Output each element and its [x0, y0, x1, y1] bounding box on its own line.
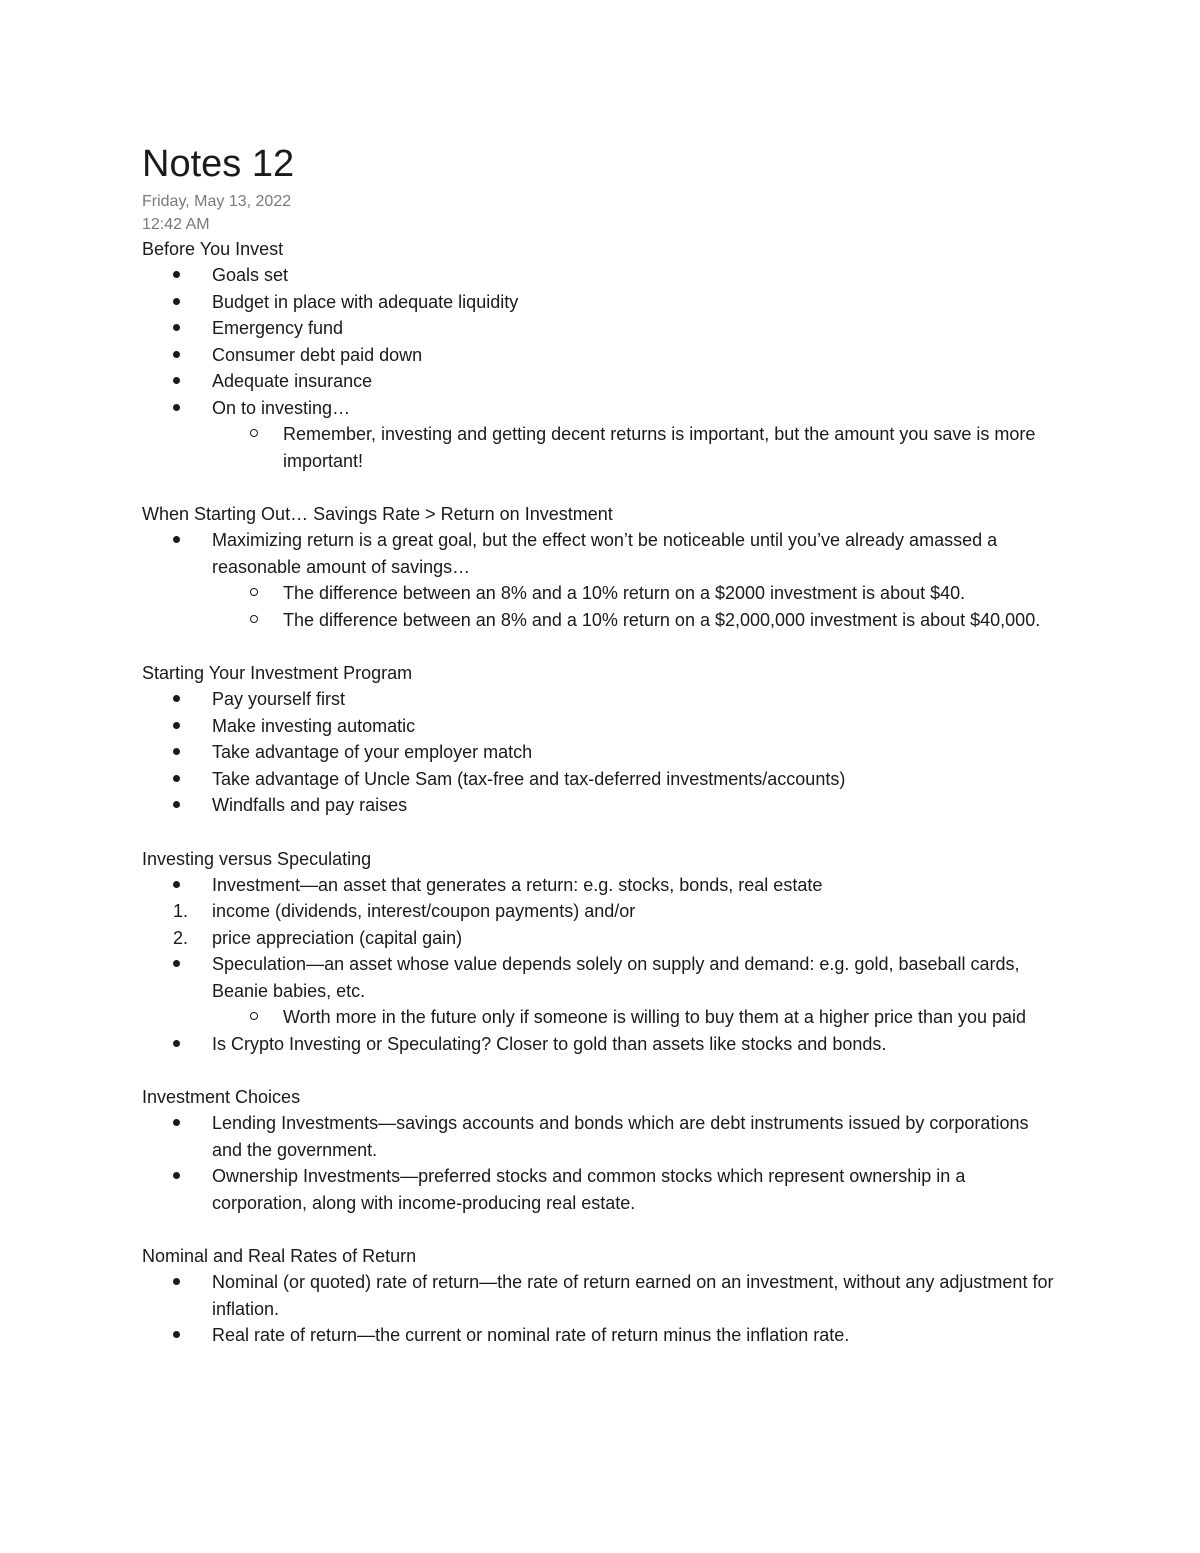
list-number: 2.	[173, 927, 189, 948]
sub-list-item: The difference between an 8% and a 10% return on a $2,000,000 investment is about $40,000.	[142, 607, 1062, 634]
bullet-icon	[173, 289, 203, 316]
bullet-icon	[173, 872, 203, 899]
section-investment-choices	[142, 1084, 1062, 1216]
sub-list-item: Worth more in the future only if someone is willing to buy them at a higher price than you paid	[142, 1004, 1062, 1031]
section-heading: Nominal and Real Rates of Return	[142, 1246, 417, 1266]
section-starting-out	[142, 501, 1062, 633]
section-heading: Before You Invest	[142, 239, 284, 259]
list-item: Speculation—an asset whose value depends solely on supply and demand: e.g. gold, baseball cards, Beanie babies, etc.	[142, 951, 1062, 1004]
numbered-item: 1. income (dividends, interest/coupon payments) and/or	[142, 898, 1062, 925]
list-item: Is Crypto Investing or Speculating? Closer to gold than assets like stocks and bonds.	[142, 1031, 1062, 1058]
sub-list-item: Remember, investing and getting decent returns is important, but the amount you save is more important!	[142, 421, 1062, 474]
list-item: Nominal (or quoted) rate of return—the rate of return earned on an investment, without any adjustment for inflation.	[142, 1269, 1062, 1322]
list-item: Investment—an asset that generates a return: e.g. stocks, bonds, real estate	[142, 872, 1062, 899]
section-investing-vs-speculating	[142, 846, 1062, 1058]
section-heading: Starting Your Investment Program	[142, 663, 413, 683]
circle-bullet-icon	[250, 421, 280, 448]
bullet-icon	[173, 395, 203, 422]
section-before-you-invest	[142, 236, 1062, 474]
sub-list-item: The difference between an 8% and a 10% return on a $2000 investment is about $40.	[142, 580, 1062, 607]
bullet-icon	[173, 368, 203, 395]
bullet-icon	[173, 713, 203, 740]
bullet-icon	[173, 1269, 203, 1296]
circle-bullet-icon	[250, 580, 280, 607]
bullet-icon	[173, 342, 203, 369]
list-item: Budget in place with adequate liquidity	[142, 289, 1062, 316]
list-item: Lending Investments—savings accounts and bonds which are debt instruments issued by corporations and the government.	[142, 1110, 1062, 1163]
list-item: Pay yourself first	[142, 686, 1062, 713]
bullet-icon	[173, 766, 203, 793]
list-item: Ownership Investments—preferred stocks and common stocks which represent ownership in a corporation, along with income-producing real estate.	[142, 1163, 1062, 1216]
section-heading: When Starting Out… Savings Rate > Return on Investment	[142, 504, 613, 524]
bullet-icon	[173, 1031, 203, 1058]
list-item: Maximizing return is a great goal, but the effect won’t be noticeable until you’ve already amassed a reasonable amount of savings…	[142, 527, 1062, 580]
bullet-icon	[173, 262, 203, 289]
section-investment-program	[142, 660, 1062, 819]
bullet-icon	[173, 1110, 203, 1137]
list-item: Take advantage of Uncle Sam (tax-free and tax-deferred investments/accounts)	[142, 766, 1062, 793]
bullet-icon	[173, 951, 203, 978]
list-item: Take advantage of your employer match	[142, 739, 1062, 766]
bullet-icon	[173, 686, 203, 713]
list-number: 1.	[173, 901, 189, 921]
bullet-icon	[173, 315, 203, 342]
bullet-icon	[173, 1322, 203, 1349]
page-title: Notes 12	[142, 143, 295, 185]
list-item: Real rate of return—the current or nominal rate of return minus the inflation rate.	[142, 1322, 1062, 1349]
section-heading: Investing versus Speculating	[142, 848, 372, 869]
list-item: Goals set	[142, 262, 1062, 289]
list-item: On to investing…	[142, 395, 1062, 422]
circle-bullet-icon	[250, 1004, 280, 1031]
bullet-icon	[173, 739, 203, 766]
numbered-item: 2. price appreciation (capital gain)	[142, 925, 1062, 952]
list-item: Windfalls and pay raises	[142, 792, 1062, 819]
list-item: Make investing automatic	[142, 713, 1062, 740]
list-item: Emergency fund	[142, 315, 1062, 342]
note-page	[142, 140, 1062, 1349]
circle-bullet-icon	[250, 607, 280, 634]
note-date: Friday, May 13, 2022	[142, 193, 292, 210]
bullet-icon	[173, 1163, 203, 1190]
section-rates-of-return	[142, 1243, 1062, 1349]
note-time: 12:42 AM	[142, 216, 210, 233]
list-item: Adequate insurance	[142, 368, 1062, 395]
bullet-icon	[173, 792, 203, 819]
bullet-icon	[173, 527, 203, 554]
list-item: Consumer debt paid down	[142, 342, 1062, 369]
section-heading: Investment Choices	[142, 1087, 301, 1107]
